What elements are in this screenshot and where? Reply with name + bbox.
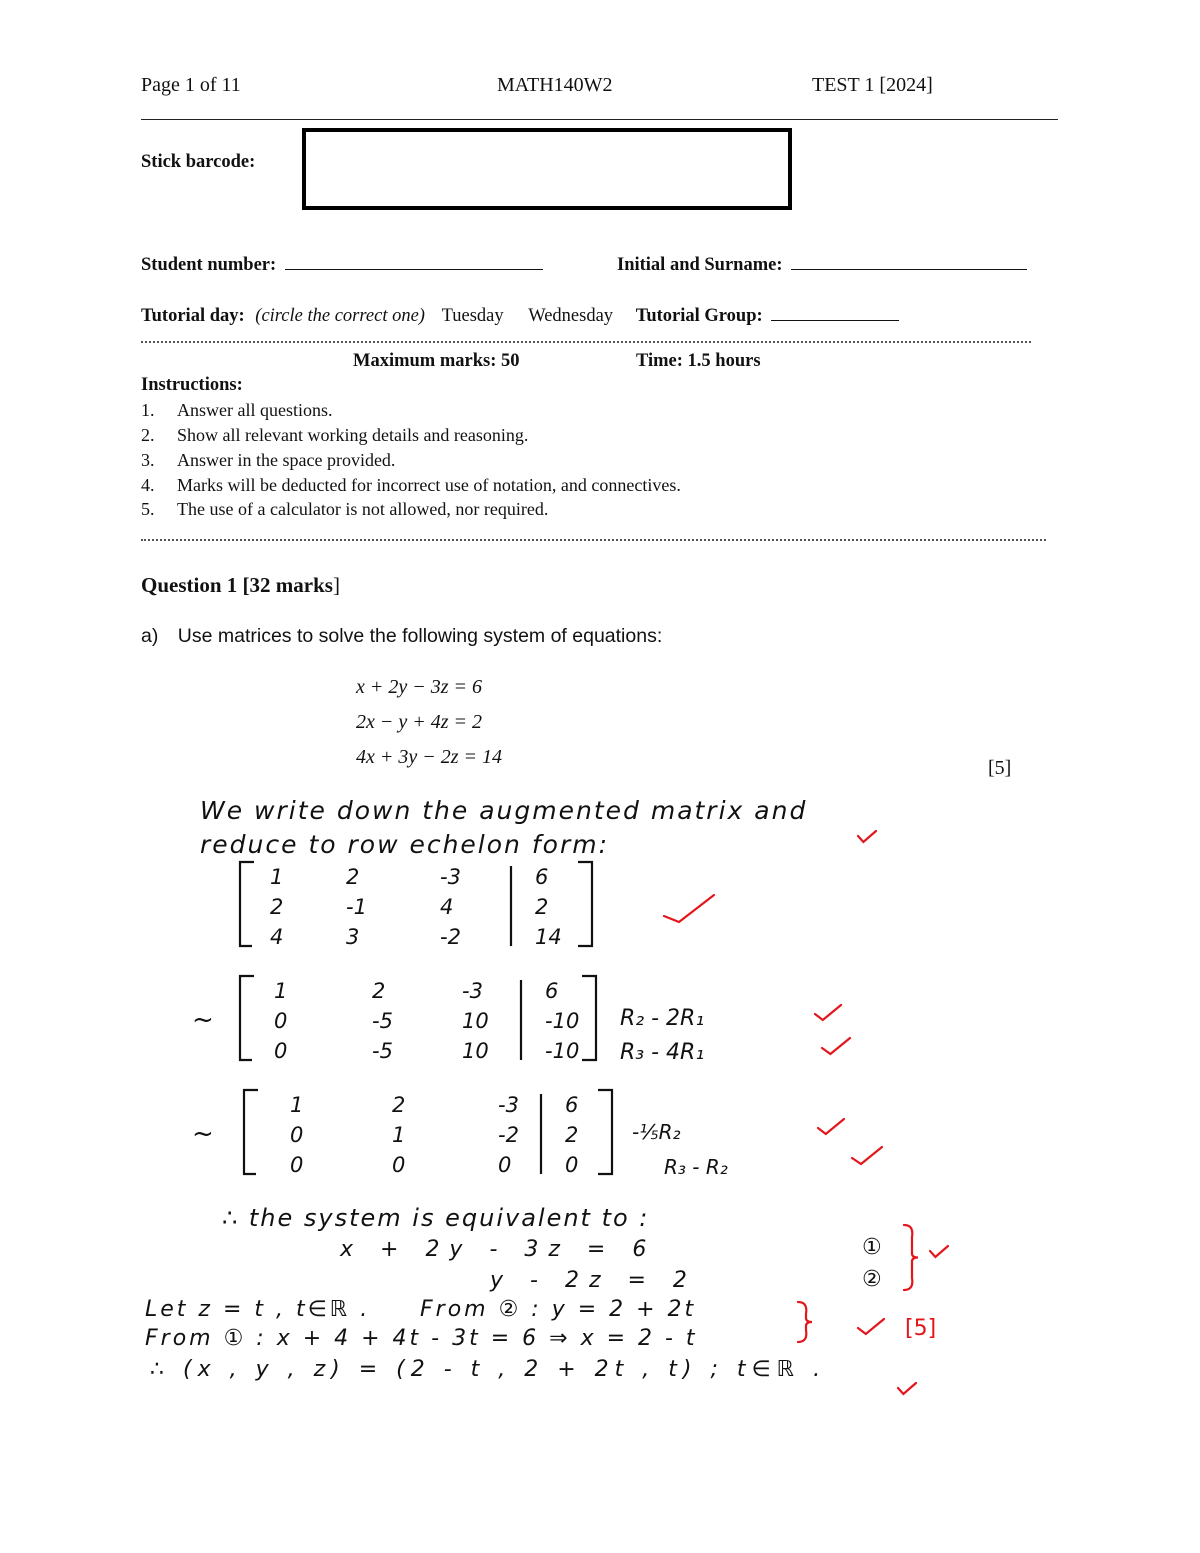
barcode-label: Stick barcode: bbox=[141, 152, 256, 172]
instruction-text: Show all relevant working details and reasoning. bbox=[177, 425, 529, 445]
matrix-entry: 0 bbox=[498, 1153, 512, 1177]
day-option-tuesday[interactable]: Tuesday bbox=[441, 306, 504, 326]
matrix-entry: 4 bbox=[270, 925, 284, 949]
grade-mark: [5] bbox=[905, 1316, 937, 1341]
time-allowed: Time: 1.5 hours bbox=[636, 351, 761, 371]
matrix-right-bracket bbox=[578, 862, 592, 946]
matrix-entry: -1 bbox=[346, 895, 367, 919]
eq-mark-2: ② bbox=[862, 1267, 882, 1292]
instruction-text: The use of a calculator is not allowed, nor required. bbox=[177, 499, 549, 519]
matrix-entry: 14 bbox=[535, 925, 562, 949]
instructions-title: Instructions: bbox=[141, 375, 243, 395]
equation-1: x + 2y − 3z = 6 bbox=[356, 676, 483, 698]
red-check-mark bbox=[664, 895, 714, 922]
matrix-entry: -3 bbox=[440, 865, 461, 889]
matrix-entry: 2 bbox=[346, 865, 360, 889]
student-number-label: Student number: bbox=[141, 255, 277, 275]
hand-line-2: reduce to row echelon form: bbox=[200, 830, 609, 859]
matrix-entry: 2 bbox=[535, 895, 549, 919]
day-option-wednesday[interactable]: Wednesday bbox=[528, 306, 614, 326]
instruction-text: Answer all questions. bbox=[177, 400, 333, 420]
matrix-entry: -5 bbox=[372, 1039, 393, 1063]
eq-mark-1: ① bbox=[862, 1235, 882, 1260]
hand-from-1: From ① : x + 4 + 4t - 3t = 6 ⇒ x = 2 - t bbox=[145, 1326, 698, 1351]
red-check-mark bbox=[852, 1147, 882, 1164]
part-a-label: a) bbox=[141, 625, 159, 647]
instruction-num: 5. bbox=[141, 499, 155, 519]
matrix-entry: 1 bbox=[270, 865, 284, 889]
hand-eq-1: x + 2y - 3z = 6 bbox=[340, 1237, 657, 1262]
matrix-left-bracket bbox=[240, 976, 254, 1060]
matrix-entry: 6 bbox=[535, 865, 549, 889]
matrix-entry: 2 bbox=[372, 979, 386, 1003]
red-check-mark bbox=[858, 831, 876, 842]
matrix-entry: 0 bbox=[565, 1153, 579, 1177]
tutorial-group-label: Tutorial Group: bbox=[635, 306, 763, 326]
matrix-entry: -2 bbox=[498, 1123, 519, 1147]
instruction-num: 1. bbox=[141, 400, 155, 420]
matrix-right-bracket bbox=[598, 1090, 612, 1174]
instruction-num: 4. bbox=[141, 475, 155, 495]
course-code: MATH140W2 bbox=[497, 74, 613, 96]
red-brace-system bbox=[904, 1225, 918, 1290]
part-a-marks: [5] bbox=[988, 757, 1012, 779]
name-label: Initial and Surname: bbox=[617, 255, 783, 275]
matrix-entry: 4 bbox=[440, 895, 454, 919]
matrix-entry: 0 bbox=[274, 1009, 288, 1033]
hand-from-2: From ② : y = 2 + 2t bbox=[420, 1297, 697, 1322]
hand-eq-2: y - 2z = 2 bbox=[490, 1268, 697, 1293]
matrix-entry: -3 bbox=[498, 1093, 519, 1117]
matrix-entry: 10 bbox=[462, 1009, 489, 1033]
question-title-bold: Question 1 [32 marks bbox=[141, 573, 333, 597]
equivalence-tilde: ~ bbox=[192, 1005, 214, 1035]
max-marks: Maximum marks: 50 bbox=[353, 351, 520, 371]
op-r2-2: -⅕R₂ bbox=[632, 1120, 681, 1144]
matrix-entry: 0 bbox=[290, 1153, 304, 1177]
matrix-entry: 0 bbox=[392, 1153, 406, 1177]
matrix-entry: 6 bbox=[565, 1093, 579, 1117]
red-check-mark bbox=[815, 1005, 841, 1020]
red-check-mark bbox=[930, 1246, 948, 1257]
matrix-entry: 0 bbox=[274, 1039, 288, 1063]
matrix-entry: -10 bbox=[545, 1039, 580, 1063]
matrix-entry: -3 bbox=[462, 979, 483, 1003]
matrix-entry: 1 bbox=[274, 979, 288, 1003]
hand-let: Let z = t , t∈ℝ . bbox=[145, 1297, 371, 1322]
matrix-left-bracket bbox=[244, 1090, 258, 1174]
op-r3-1: R₃ - 4R₁ bbox=[620, 1040, 705, 1065]
equivalence-tilde: ~ bbox=[192, 1119, 214, 1149]
red-check-mark bbox=[858, 1319, 884, 1334]
matrix-entry: 10 bbox=[462, 1039, 489, 1063]
hand-equivalent: ∴ the system is equivalent to : bbox=[222, 1204, 650, 1232]
equation-2: 2x − y + 4z = 2 bbox=[356, 711, 483, 733]
tutorial-day-hint: (circle the correct one) bbox=[255, 306, 425, 326]
test-title: TEST 1 [2024] bbox=[812, 74, 933, 96]
matrix-entry: 6 bbox=[545, 979, 559, 1003]
op-r2-1: R₂ - 2R₁ bbox=[620, 1006, 705, 1031]
matrix-entry: 2 bbox=[270, 895, 284, 919]
instruction-num: 3. bbox=[141, 450, 155, 470]
matrix-entry: 1 bbox=[392, 1123, 406, 1147]
red-check-mark bbox=[822, 1038, 850, 1054]
red-check-mark bbox=[818, 1119, 844, 1134]
matrix-left-bracket bbox=[240, 862, 254, 946]
question-title-end: ] bbox=[332, 573, 340, 597]
red-check-mark bbox=[898, 1383, 916, 1394]
tutorial-day-label: Tutorial day: bbox=[141, 306, 245, 326]
instruction-text: Marks will be deducted for incorrect use of notation, and connectives. bbox=[177, 475, 681, 495]
instruction-num: 2. bbox=[141, 425, 155, 445]
part-a-text: Use matrices to solve the following system of equations: bbox=[177, 625, 663, 647]
instruction-text: Answer in the space provided. bbox=[177, 450, 396, 470]
matrix-right-bracket bbox=[582, 976, 596, 1060]
matrix-entry: 0 bbox=[290, 1123, 304, 1147]
matrix-entry: -5 bbox=[372, 1009, 393, 1033]
equation-3: 4x + 3y − 2z = 14 bbox=[356, 746, 503, 768]
hand-line-1: We write down the augmented matrix and bbox=[200, 796, 808, 825]
matrix-entry: 2 bbox=[565, 1123, 579, 1147]
op-r3-2: R₃ - R₂ bbox=[664, 1155, 728, 1179]
hand-solution: ∴ (x , y , z) = (2 - t , 2 + 2t , t) ; t∈ℝ . bbox=[150, 1357, 827, 1382]
matrix-entry: 2 bbox=[392, 1093, 406, 1117]
red-brace-solution bbox=[798, 1302, 812, 1342]
matrix-entry: -2 bbox=[440, 925, 461, 949]
matrix-entry: -10 bbox=[545, 1009, 580, 1033]
matrix-entry: 3 bbox=[346, 925, 360, 949]
page-number: Page 1 of 11 bbox=[141, 74, 241, 96]
matrix-entry: 1 bbox=[290, 1093, 304, 1117]
